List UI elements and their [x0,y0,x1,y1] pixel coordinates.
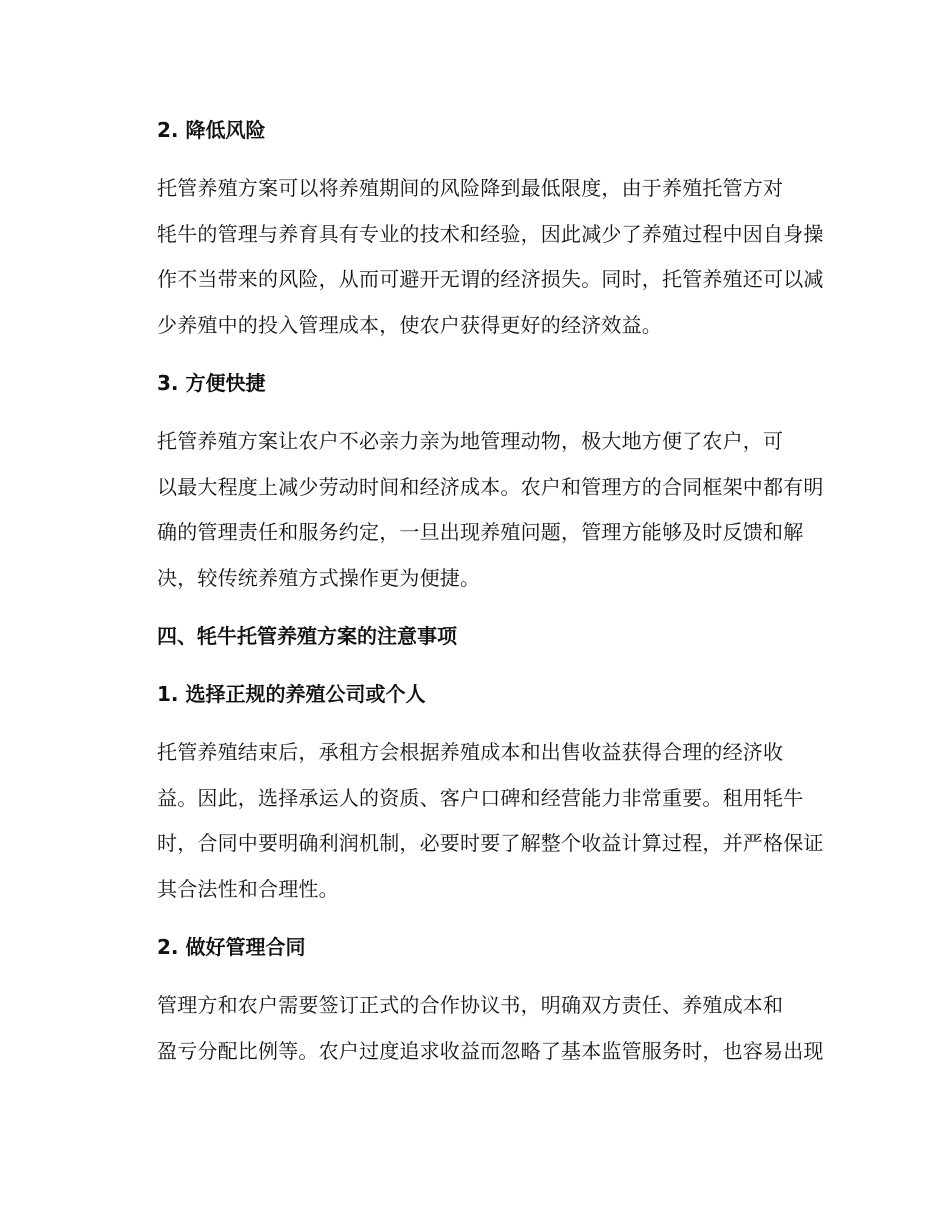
section-heading-reduce-risk: 2. 降低风险 [157,118,266,142]
section-heading-convenience: 3. 方便快捷 [157,371,266,395]
section-heading-contract: 2. 做好管理合同 [157,935,306,959]
paragraph-line: 托管养殖方案可以将养殖期间的风险降到最低限度，由于养殖托管方对 [157,176,784,200]
paragraph-line: 管理方和农户需要签订正式的合作协议书，明确双方责任、养殖成本和 [157,993,784,1017]
paragraph-line: 确的管理责任和服务约定，一旦出现养殖问题，管理方能够及时反馈和解 [157,520,804,544]
paragraph-line: 牦牛的管理与养育具有专业的技术和经验，因此减少了养殖过程中因自身操 [157,221,824,246]
paragraph-line: 作不当带来的风险，从而可避开无谓的经济损失。同时，托管养殖还可以减 [157,267,824,291]
paragraph-line: 少养殖中的投入管理成本，使农户获得更好的经济效益。 [157,312,662,337]
document-body [113,108,835,1087]
paragraph-contract [113,983,835,1074]
paragraph-line: 以最大程度上减少劳动时间和经济成本。农户和管理方的合同框架中都有明 [157,474,824,499]
section-heading-choose-company: 1. 选择正规的养殖公司或个人 [157,682,426,706]
paragraph-line: 决，较传统养殖方式操作更为便捷。 [157,565,481,590]
paragraph-line: 盈亏分配比例等。农户过度追求收益而忽略了基本监管服务时，也容易出现 [157,1038,824,1063]
paragraph-convenience [113,419,835,601]
paragraph-line: 时，合同中要明确利润机制，必要时要了解整个收益计算过程，并严格保证 [157,831,824,855]
chapter-heading-precautions: 四、牦牛托管养殖方案的注意事项 [157,624,457,648]
paragraph-line: 托管养殖方案让农户不必亲力亲为地管理动物，极大地方便了农户，可 [157,429,784,453]
paragraph-line: 托管养殖结束后，承租方会根据养殖成本和出售收益获得合理的经济收 [157,740,784,764]
paragraph-reduce-risk [113,166,835,348]
paragraph-line: 益。因此，选择承运人的资质、客户口碑和经营能力非常重要。租用牦牛 [157,785,804,810]
paragraph-choose-company [113,730,835,912]
paragraph-line: 其合法性和合理性。 [157,876,339,901]
